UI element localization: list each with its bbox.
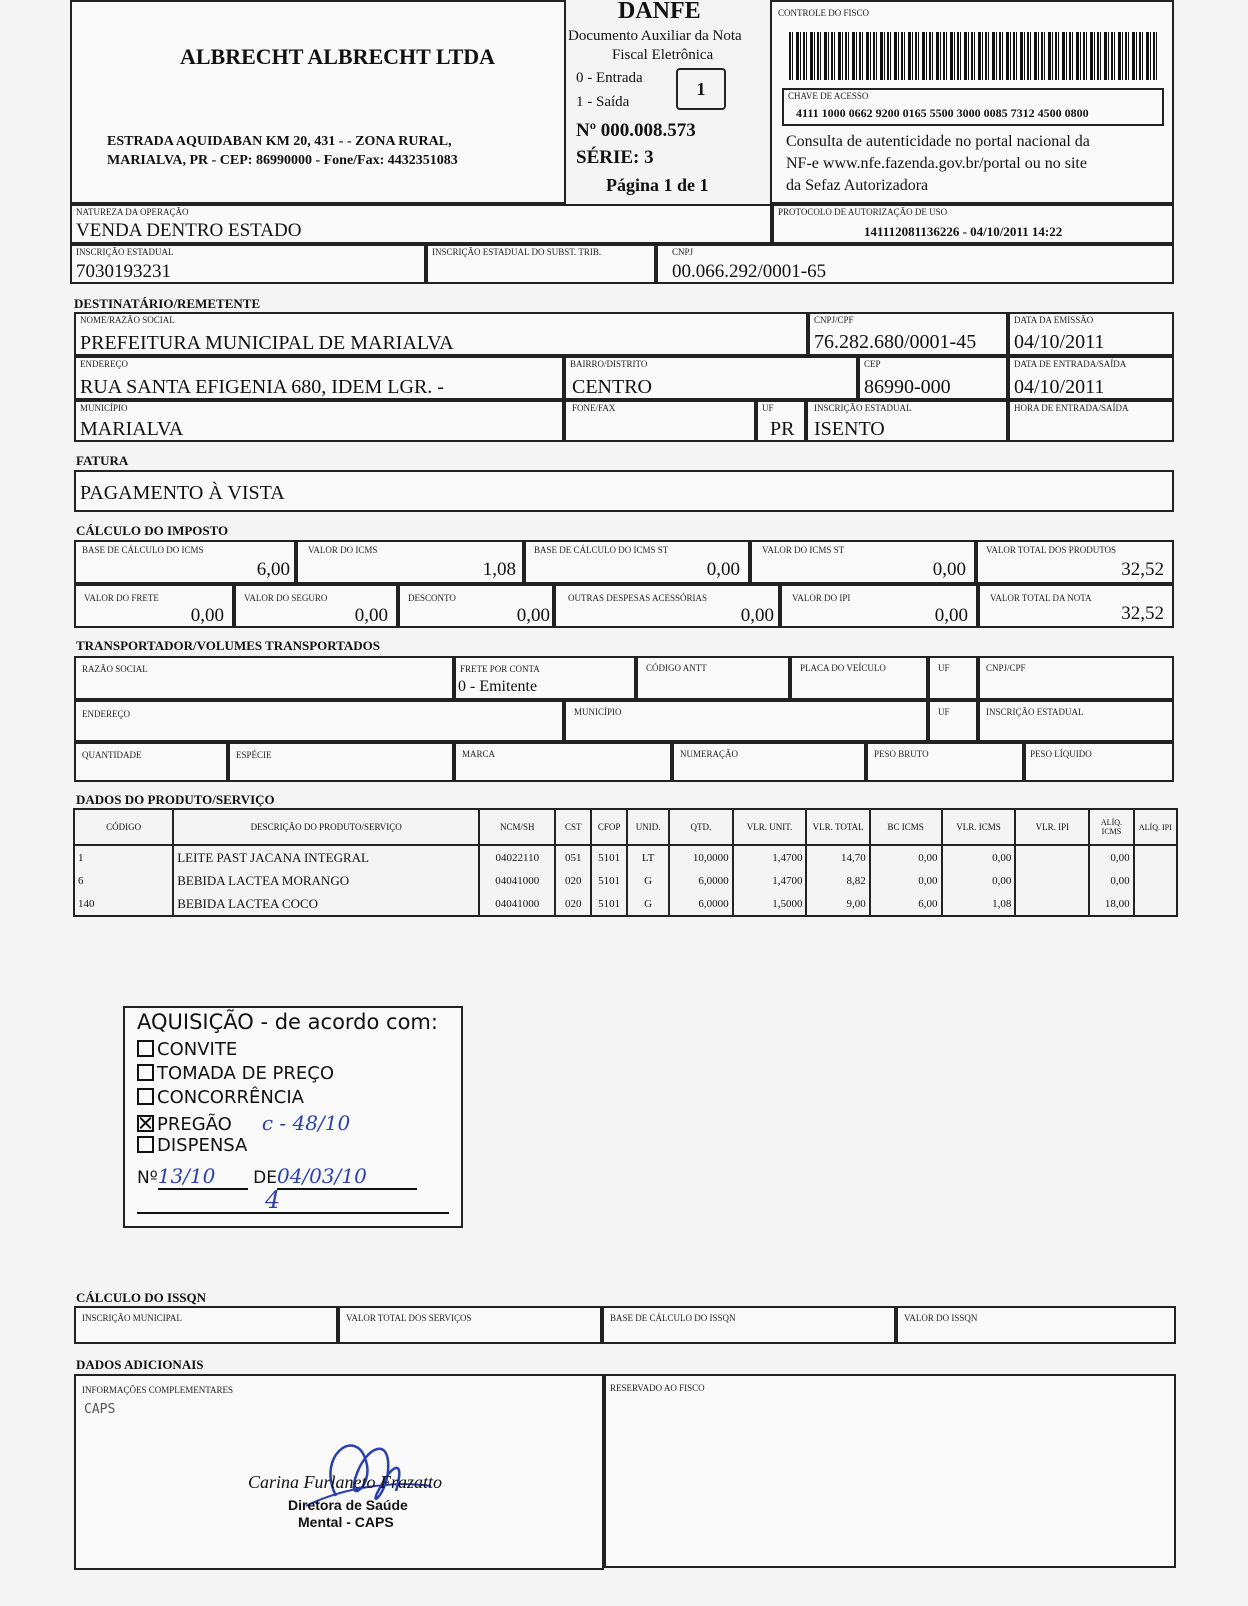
cell-vlr-icms: 1,08 (942, 892, 1016, 916)
col-header: QTD. (669, 809, 732, 845)
cnpj-value: 00.066.292/0001-65 (672, 261, 827, 282)
transp-especie-box (228, 742, 454, 782)
transp-frete-box (454, 656, 636, 700)
desconto-value: 0,00 (516, 605, 550, 626)
natureza-value: VENDA DENTRO ESTADO (76, 220, 302, 241)
total-nota-value: 32,52 (1121, 603, 1164, 624)
info-complementares-box (74, 1374, 604, 1570)
dest-cep-label: CEP (864, 359, 881, 369)
cell-vlr-ipi (1015, 892, 1089, 916)
seguro-box (234, 584, 398, 628)
stamp-option-dispensa (137, 1135, 247, 1156)
transp-razao-label: RAZÃO SOCIAL (82, 664, 148, 674)
danfe-entrada: 0 - Entrada (576, 70, 643, 86)
danfe-subtitle-l1: Documento Auxiliar da Nota (568, 28, 742, 44)
imposto-heading: CÁLCULO DO IMPOSTO (76, 523, 229, 538)
transp-uf2-label: UF (938, 707, 950, 717)
base-icms-value: 6,00 (256, 559, 290, 580)
seguro-value: 0,00 (354, 605, 388, 626)
transp-antt-box (636, 656, 790, 700)
dest-bairro-label: BAIRRO/DISTRITO (570, 359, 648, 369)
pregao-handwritten: c - 48/10 (261, 1111, 351, 1135)
base-st-value: 0,00 (706, 559, 740, 580)
stamp-bottom-line (137, 1212, 449, 1214)
cell-descricao: LEITE PAST JACANA INTEGRAL (173, 845, 479, 869)
transp-peso-bruto-box (866, 742, 1024, 782)
transp-placa-box (790, 656, 928, 700)
desconto-label: DESCONTO (408, 593, 456, 603)
outras-value: 0,00 (740, 605, 774, 626)
dest-endereco-box (74, 356, 564, 400)
cell-codigo: 1 (74, 845, 173, 869)
transp-numeracao-box (672, 742, 866, 782)
dest-ie-value: ISENTO (814, 418, 885, 440)
dest-cep-box (858, 356, 1008, 400)
ie-st-label: INSCRIÇÃO ESTADUAL DO SUBST. TRIB. (432, 247, 602, 257)
ipi-value: 0,00 (934, 605, 968, 626)
dest-nome-label: NOME/RAZÃO SOCIAL (80, 315, 175, 325)
dest-cnpj-label: CNPJ/CPF (814, 315, 854, 325)
info-complementares-value: CAPS (84, 1402, 116, 1417)
valor-icms-value: 1,08 (482, 559, 516, 580)
outras-box (554, 584, 780, 628)
cell-codigo: 6 (74, 869, 173, 892)
transp-peso-liquido-label: PESO LÍQUIDO (1030, 749, 1092, 759)
cell-aliq-icms: 0,00 (1089, 845, 1133, 869)
transportador-heading: TRANSPORTADOR/VOLUMES TRANSPORTADOS (76, 638, 381, 653)
cell-qtd: 10,0000 (669, 845, 732, 869)
ipi-box (780, 584, 978, 628)
cell-cfop: 5101 (591, 892, 627, 916)
transp-endereco-box (74, 700, 564, 742)
cell-unid: G (627, 892, 669, 916)
cell-bc-icms: 6,00 (870, 892, 942, 916)
stamp-numero-prefix: Nº (137, 1168, 158, 1188)
transp-uf-label: UF (938, 663, 950, 673)
stamp-de: DE (253, 1168, 277, 1188)
dest-hora-box (1008, 400, 1174, 442)
dest-emissao-box (1008, 312, 1174, 356)
col-header: ALÍQ. ICMS (1089, 809, 1133, 845)
cell-aliq-ipi (1134, 892, 1177, 916)
col-header: CÓDIGO (74, 809, 173, 845)
cell-vlr-unit: 1,4700 (733, 869, 807, 892)
dest-fone-label: FONE/FAX (572, 403, 616, 413)
produtos-header-row (74, 809, 1177, 845)
dest-bairro-value: CENTRO (572, 376, 652, 398)
cnpj-box (656, 244, 1174, 284)
stamp-option-label: DISPENSA (157, 1135, 248, 1156)
cell-ncm: 04041000 (479, 892, 555, 916)
col-header: UNID. (627, 809, 669, 845)
chave-acesso: 4111 1000 0662 9200 0165 5500 3000 0085 7312 4500 0800 (796, 106, 1089, 120)
transp-antt-label: CÓDIGO ANTT (646, 663, 707, 673)
reservado-fisco-label: RESERVADO AO FISCO (610, 1383, 705, 1393)
dest-emissao-value: 04/10/2011 (1014, 331, 1105, 353)
col-header: NCM/SH (479, 809, 555, 845)
danfe-subtitle-l2: Fiscal Eletrônica (612, 47, 714, 63)
cell-qtd: 6,0000 (669, 869, 732, 892)
protocolo-label: PROTOCOLO DE AUTORIZAÇÃO DE USO (778, 207, 948, 217)
stamp-option-concorrencia (137, 1087, 304, 1108)
transp-ie-label: INSCRIÇÃO ESTADUAL (986, 707, 1084, 717)
consulta-l3: da Sefaz Autorizadora (786, 177, 929, 194)
stamp-option-label: CONVITE (157, 1039, 238, 1060)
stamp-option-label: PREGÃO (157, 1114, 232, 1135)
dest-cnpj-box (808, 312, 1008, 356)
cell-aliq-ipi (1134, 869, 1177, 892)
issqn-base-label: BASE DE CÁLCULO DO ISSQN (610, 1313, 736, 1323)
transp-cnpj-box (978, 656, 1174, 700)
issqn-valor-box (896, 1306, 1176, 1344)
total-prod-label: VALOR TOTAL DOS PRODUTOS (986, 545, 1117, 555)
base-st-box (524, 540, 750, 584)
dest-endereco-label: ENDEREÇO (80, 359, 128, 369)
cell-vlr-unit: 1,5000 (733, 892, 807, 916)
fisco-box (770, 0, 1174, 204)
cell-cfop: 5101 (591, 869, 627, 892)
col-header: CFOP (591, 809, 627, 845)
frete-box (74, 584, 234, 628)
checkbox-icon (137, 1040, 154, 1057)
emitente-nome: ALBRECHT ALBRECHT LTDA (180, 44, 496, 69)
transp-razao-box (74, 656, 454, 700)
table-row (74, 845, 1177, 869)
stamp-title: AQUISIÇÃO - de acordo com: (137, 1010, 438, 1034)
dest-fone-box (564, 400, 756, 442)
aquisicao-stamp (123, 1006, 463, 1228)
ie-value: 7030193231 (76, 261, 171, 282)
danfe-tipo-box (676, 68, 726, 110)
transp-municipio-label: MUNICÍPIO (574, 707, 622, 717)
consulta-l1: Consulta de autenticidade no portal nacional da (786, 133, 1090, 150)
transp-uf-box (928, 656, 978, 700)
valor-icms-label: VALOR DO ICMS (308, 545, 378, 555)
transp-quantidade-box (74, 742, 228, 782)
controle-fisco-label: CONTROLE DO FISCO (778, 8, 870, 18)
cell-bc-icms: 0,00 (870, 869, 942, 892)
checked-checkbox-icon (137, 1115, 154, 1132)
transp-frete-label: FRETE POR CONTA (460, 664, 540, 674)
dest-ie-box (806, 400, 1008, 442)
emitente-endereco-l1: ESTRADA AQUIDABAN KM 20, 431 - - ZONA RURAL, (107, 134, 452, 149)
cell-unid: G (627, 869, 669, 892)
stamp-option-label: CONCORRÊNCIA (157, 1087, 304, 1108)
total-nota-label: VALOR TOTAL DA NOTA (990, 593, 1092, 603)
emitente-endereco-l2: MARIALVA, PR - CEP: 86990000 - Fone/Fax: 4432351083 (107, 153, 458, 168)
stamp-numero: 13/10 (158, 1164, 248, 1190)
transp-placa-label: PLACA DO VEÍCULO (800, 663, 886, 673)
cell-vlr-icms: 0,00 (942, 869, 1016, 892)
total-prod-box (976, 540, 1174, 584)
frete-label: VALOR DO FRETE (84, 593, 159, 603)
danfe-serie: SÉRIE: 3 (576, 147, 654, 168)
cell-codigo: 140 (74, 892, 173, 916)
info-complementares-label: INFORMAÇÕES COMPLEMENTARES (82, 1385, 234, 1395)
base-icms-box (74, 540, 296, 584)
transp-uf2-box (928, 700, 978, 742)
cell-unid: LT (627, 845, 669, 869)
transp-numeracao-label: NUMERAÇÃO (680, 749, 739, 759)
valor-st-label: VALOR DO ICMS ST (762, 545, 845, 555)
dest-municipio-box (74, 400, 564, 442)
natureza-box (70, 204, 772, 244)
dest-emissao-label: DATA DA EMISSÃO (1014, 315, 1094, 325)
cell-vlr-ipi (1015, 845, 1089, 869)
col-header: ALÍQ. IPI (1134, 809, 1177, 845)
cell-cst: 020 (555, 869, 591, 892)
cell-vlr-total: 9,00 (806, 892, 869, 916)
issqn-valor-label: VALOR DO ISSQN (904, 1313, 978, 1323)
issqn-im-box (74, 1306, 338, 1344)
dest-hora-label: HORA DE ENTRADA/SAÍDA (1014, 403, 1129, 413)
cell-vlr-total: 8,82 (806, 869, 869, 892)
table-row (74, 892, 1177, 916)
signature-cargo-l1: Diretora de Saúde (288, 1497, 408, 1513)
transp-peso-bruto-label: PESO BRUTO (874, 749, 929, 759)
dest-bairro-box (564, 356, 858, 400)
danfe-title: DANFE (618, 0, 701, 24)
dest-uf-label: UF (762, 403, 774, 413)
dest-cnpj-value: 76.282.680/0001-45 (814, 331, 977, 353)
chave-box (782, 88, 1164, 126)
col-header: VLR. UNIT. (733, 809, 807, 845)
desconto-box (398, 584, 554, 628)
danfe-pagina: Página 1 de 1 (606, 175, 709, 195)
cell-ncm: 04041000 (479, 869, 555, 892)
valor-icms-box (296, 540, 524, 584)
transp-endereco-label: ENDEREÇO (82, 709, 130, 719)
transp-marca-box (454, 742, 672, 782)
valor-st-box (750, 540, 976, 584)
issqn-im-label: INSCRIÇÃO MUNICIPAL (82, 1313, 182, 1323)
danfe-numero: Nº 000.008.573 (576, 120, 696, 141)
dest-cep-value: 86990-000 (864, 376, 951, 398)
reservado-fisco-box (604, 1374, 1176, 1568)
transp-cnpj-label: CNPJ/CPF (986, 663, 1026, 673)
protocolo-value: 141112081136226 - 04/10/2011 14:22 (864, 224, 1063, 239)
seguro-label: VALOR DO SEGURO (244, 593, 328, 603)
checkbox-icon (137, 1064, 154, 1081)
total-prod-value: 32,52 (1121, 559, 1164, 580)
cell-aliq-ipi (1134, 845, 1177, 869)
barcode (789, 32, 1159, 80)
cnpj-label: CNPJ (672, 247, 694, 257)
dest-ie-label: INSCRIÇÃO ESTADUAL (814, 403, 912, 413)
dest-nome-value: PREFEITURA MUNICIPAL DE MARIALVA (80, 332, 454, 354)
transp-marca-label: MARCA (462, 749, 496, 759)
cell-aliq-icms: 0,00 (1089, 869, 1133, 892)
dest-endereco-value: RUA SANTA EFIGENIA 680, IDEM LGR. - (80, 376, 444, 398)
ie-box (70, 244, 426, 284)
fatura-heading: FATURA (76, 453, 129, 468)
stamp-data: 04/03/10 (277, 1164, 417, 1190)
cell-qtd: 6,0000 (669, 892, 732, 916)
cell-cst: 051 (555, 845, 591, 869)
issqn-base-box (602, 1306, 896, 1344)
danfe-tipo: 1 (696, 79, 706, 99)
total-nota-box (978, 584, 1174, 628)
cell-cfop: 5101 (591, 845, 627, 869)
cell-cst: 020 (555, 892, 591, 916)
checkbox-icon (137, 1136, 154, 1153)
signature-name: Carina Furlaneto Frazatto (248, 1472, 443, 1492)
transp-especie-label: ESPÉCIE (236, 750, 272, 760)
issqn-total-box (338, 1306, 602, 1344)
protocolo-box (772, 204, 1174, 244)
emitente-box (70, 0, 566, 204)
transp-municipio-box (564, 700, 928, 742)
stamp-option-label: TOMADA DE PREÇO (157, 1063, 335, 1084)
signature-cargo-l2: Mental - CAPS (298, 1514, 394, 1530)
col-header: DESCRIÇÃO DO PRODUTO/SERVIÇO (173, 809, 479, 845)
adicionais-heading: DADOS ADICIONAIS (76, 1357, 204, 1372)
dest-entrada-box (1008, 356, 1174, 400)
valor-st-value: 0,00 (932, 559, 966, 580)
col-header: BC ICMS (870, 809, 942, 845)
frete-value: 0,00 (190, 605, 224, 626)
dest-municipio-label: MUNICÍPIO (80, 403, 128, 413)
ie-label: INSCRIÇÃO ESTADUAL (76, 247, 174, 257)
outras-label: OUTRAS DESPESAS ACESSÓRIAS (568, 593, 708, 603)
base-st-label: BASE DE CÁLCULO DO ICMS ST (534, 545, 669, 555)
checkbox-icon (137, 1088, 154, 1105)
ipi-label: VALOR DO IPI (792, 593, 851, 603)
cell-vlr-total: 14,70 (806, 845, 869, 869)
col-header: VLR. TOTAL (806, 809, 869, 845)
transp-quantidade-label: QUANTIDADE (82, 750, 142, 760)
base-icms-label: BASE DE CÁLCULO DO ICMS (82, 545, 204, 555)
col-header: CST (555, 809, 591, 845)
dest-municipio-value: MARIALVA (80, 418, 184, 440)
ie-st-box (426, 244, 656, 284)
consulta-l2: NF-e www.nfe.fazenda.gov.br/portal ou no site (786, 155, 1087, 172)
stamp-option-convite (137, 1039, 237, 1060)
stamp-extra: 4 (265, 1186, 281, 1214)
cell-descricao: BEBIDA LACTEA MORANGO (173, 869, 479, 892)
cell-bc-icms: 0,00 (870, 845, 942, 869)
stamp-option-tomada (137, 1063, 334, 1084)
cell-vlr-ipi (1015, 869, 1089, 892)
fatura-value: PAGAMENTO À VISTA (80, 482, 285, 504)
stamp-option-pregao (137, 1111, 350, 1135)
dest-entrada-label: DATA DE ENTRADA/SAÍDA (1014, 359, 1127, 369)
produtos-heading: DADOS DO PRODUTO/SERVIÇO (76, 792, 275, 807)
cell-descricao: BEBIDA LACTEA COCO (173, 892, 479, 916)
natureza-label: NATUREZA DA OPERAÇÃO (76, 207, 189, 217)
destinatario-heading: DESTINATÁRIO/REMETENTE (74, 296, 261, 311)
issqn-total-label: VALOR TOTAL DOS SERVIÇOS (346, 1313, 472, 1323)
danfe-box (566, 0, 770, 204)
dest-nome-box (74, 312, 808, 356)
chave-label: CHAVE DE ACESSO (788, 91, 869, 101)
transp-peso-liquido-box (1024, 742, 1174, 782)
issqn-heading: CÁLCULO DO ISSQN (76, 1290, 207, 1305)
produtos-table (73, 808, 1178, 917)
cell-aliq-icms: 18,00 (1089, 892, 1133, 916)
col-header: VLR. IPI (1015, 809, 1089, 845)
cell-vlr-icms: 0,00 (942, 845, 1016, 869)
dest-uf-value: PR (770, 418, 795, 440)
transp-frete-value: 0 - Emitente (458, 678, 538, 695)
cell-vlr-unit: 1,4700 (733, 845, 807, 869)
transp-ie-box (978, 700, 1174, 742)
col-header: VLR. ICMS (942, 809, 1016, 845)
dest-entrada-value: 04/10/2011 (1014, 376, 1105, 398)
cell-ncm: 04022110 (479, 845, 555, 869)
fatura-box (74, 470, 1174, 512)
dest-uf-box (756, 400, 806, 442)
danfe-saida: 1 - Saída (576, 94, 630, 110)
table-row (74, 869, 1177, 892)
